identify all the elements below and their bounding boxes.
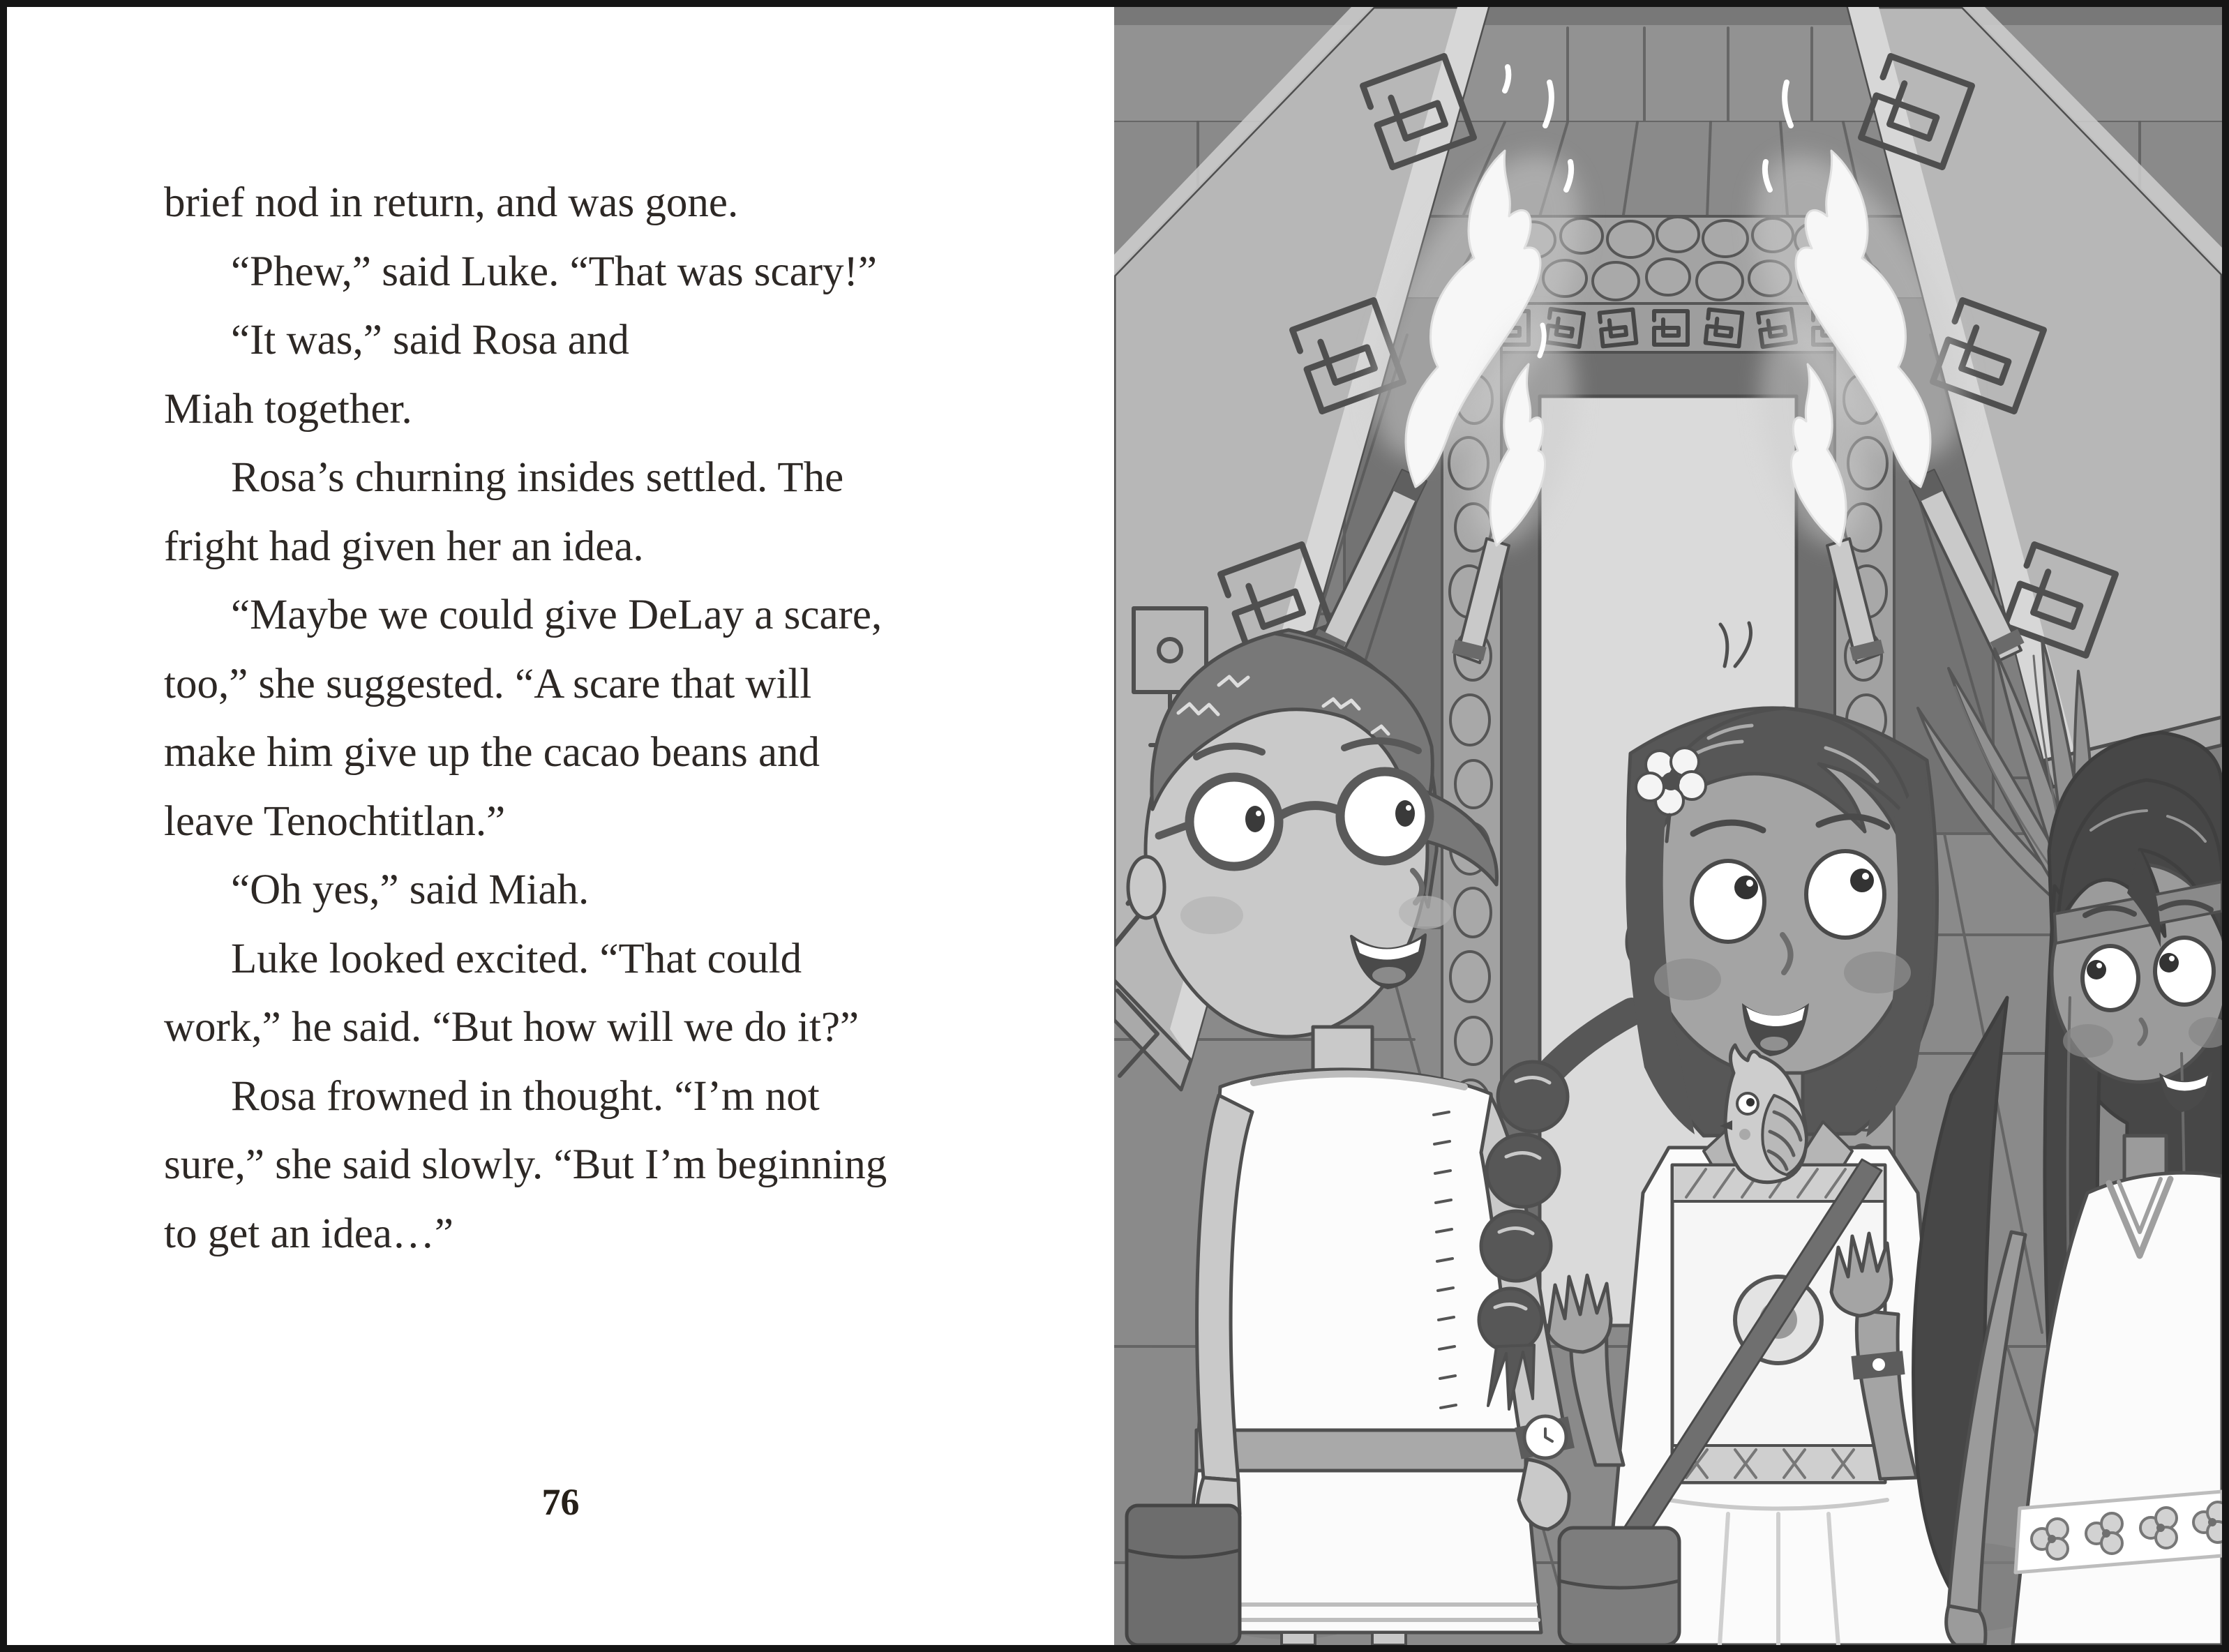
story-line: fright had given her an idea. <box>164 523 644 570</box>
story-line: “Oh yes,” said Miah. <box>231 866 590 913</box>
story-line: too,” she suggested. “A scare that will <box>164 660 812 707</box>
illustration-temple-scene <box>1114 7 2222 1645</box>
story-line: Luke looked excited. “That could <box>231 935 802 982</box>
left-page <box>7 7 1114 1645</box>
story-line: Rosa frowned in thought. “I’m not <box>231 1072 820 1120</box>
story-line: “It was,” said Rosa and <box>231 317 629 363</box>
story-line: “Maybe we could give DeLay a scare, <box>231 592 883 638</box>
story-line: work,” he said. “But how will we do it?” <box>164 1004 860 1051</box>
crossbody-bag-icon <box>1559 1528 1679 1645</box>
story-line: Rosa’s churning insides settled. The <box>231 454 844 501</box>
story-text <box>164 169 987 1268</box>
story-line: leave Tenochtitlan.” <box>164 797 506 845</box>
story-line: to get an idea…” <box>164 1210 453 1257</box>
story-line: “Phew,” said Luke. “That was scary!” <box>231 248 877 295</box>
story-line: make him give up the cacao beans and <box>164 729 820 776</box>
satchel-icon <box>1127 1505 1240 1645</box>
page-number: 76 <box>541 1481 580 1523</box>
story-line: brief nod in return, and was gone. <box>164 179 739 226</box>
story-line: Miah together. <box>164 385 412 433</box>
story-line: sure,” she said slowly. “But I’m beginning <box>164 1141 887 1188</box>
